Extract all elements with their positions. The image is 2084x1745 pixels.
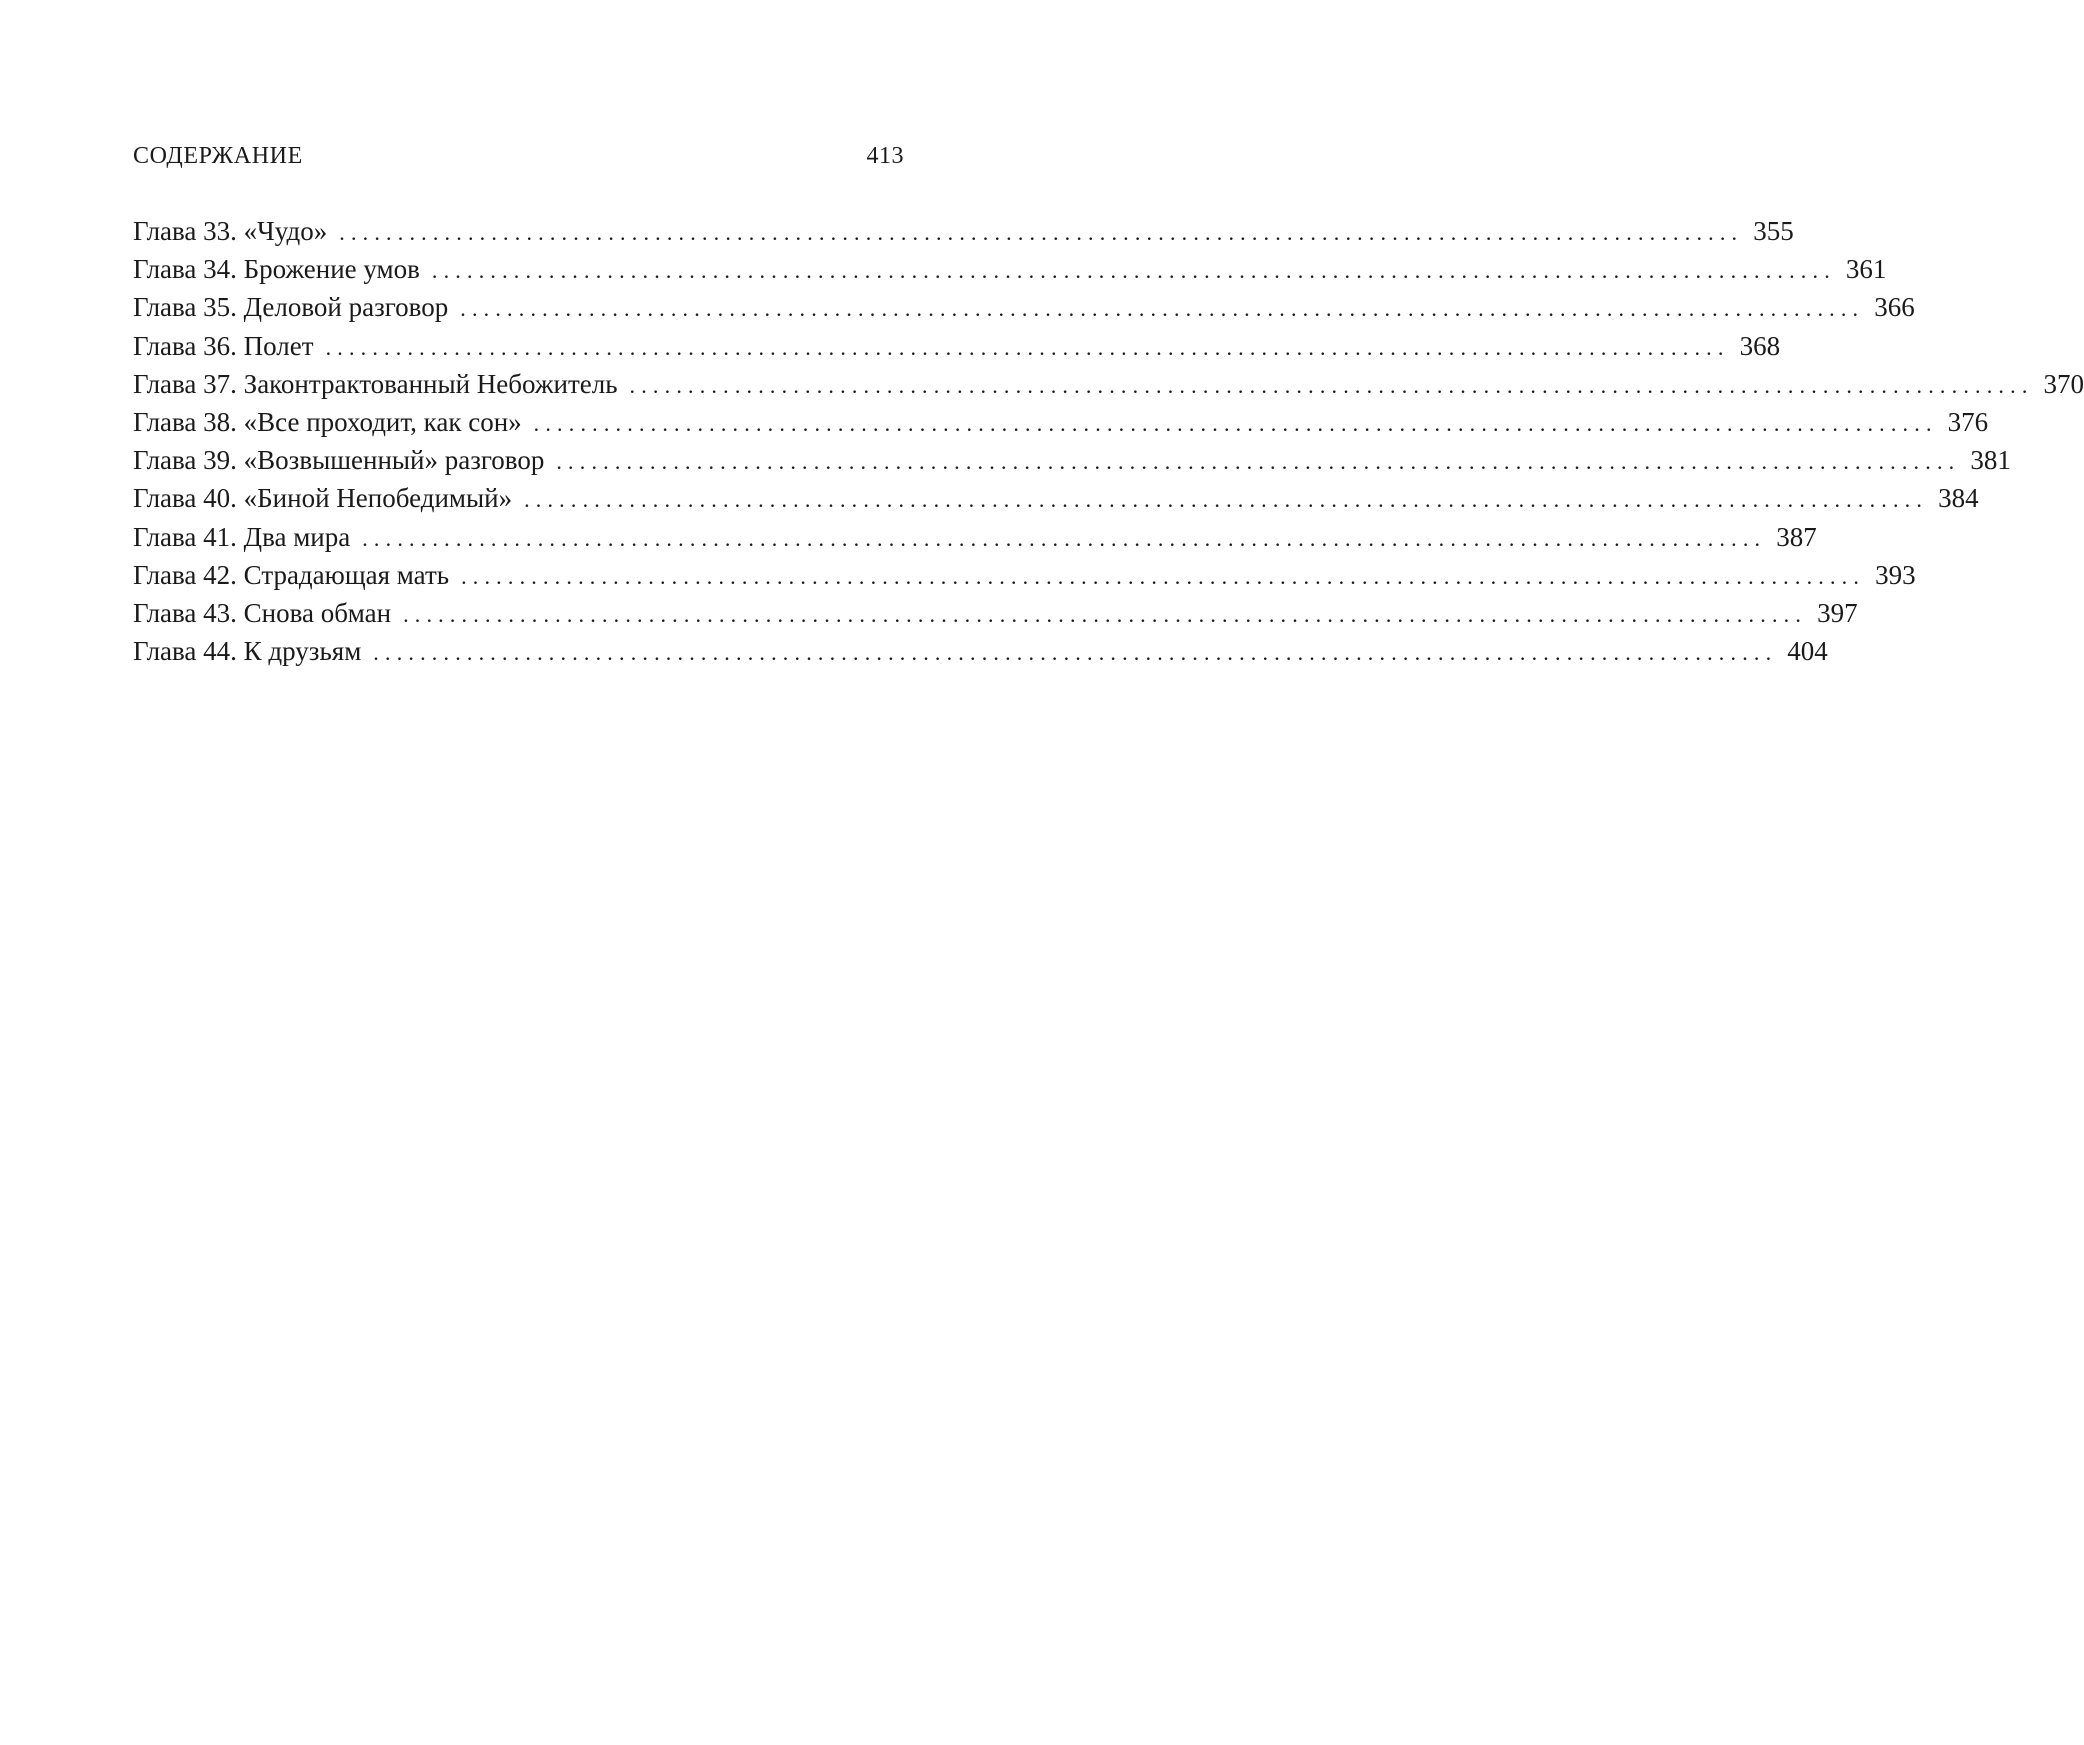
dot-leader: ........................................................................................................................ xyxy=(325,334,1730,360)
toc-entry-title: Глава 41. Два мира xyxy=(133,521,351,552)
dot-leader: ........................................................................................................................ xyxy=(339,220,1744,245)
toc-entry-title: Глава 36. Полет xyxy=(133,330,314,361)
toc-entry-page: 368 xyxy=(1739,330,1781,361)
dot-leader: ........................................................................................................................ xyxy=(362,525,1767,551)
toc-entry xyxy=(133,365,2084,403)
dot-leader: ........................................................................................................................ xyxy=(556,449,1961,475)
toc-entry-page: 384 xyxy=(1938,483,1979,514)
dot-leader: ........................................................................................................................ xyxy=(629,372,2034,398)
toc-entry xyxy=(133,403,1989,441)
toc-entry-page: 397 xyxy=(1817,597,1858,628)
toc-entry-title: Глава 42. Страдающая мать xyxy=(133,559,450,590)
toc-entry xyxy=(133,632,1828,670)
toc-entry xyxy=(133,250,1887,288)
toc-entry-title: Глава 34. Брожение умов xyxy=(133,254,420,285)
table-of-contents xyxy=(133,212,2084,670)
toc-entry xyxy=(133,288,1915,326)
toc-entry-page: 393 xyxy=(1875,559,1916,590)
toc-entry-title: Глава 39. «Возвышенный» разговор xyxy=(133,445,545,476)
toc-entry-title: Глава 40. «Биной Непобедимый» xyxy=(133,483,513,514)
toc-entry-title: Глава 38. «Все проходит, как сон» xyxy=(133,406,522,437)
toc-entry xyxy=(133,518,1817,556)
dot-leader: ........................................................................................................................ xyxy=(373,640,1778,666)
toc-entry xyxy=(133,327,1781,365)
book-page xyxy=(133,0,2084,1745)
toc-entry-title: Глава 35. Деловой разговор xyxy=(133,292,449,323)
toc-entry xyxy=(133,441,2011,479)
dot-leader: ........................................................................................................................ xyxy=(461,563,1866,589)
running-header xyxy=(133,143,904,177)
page-number: 413 xyxy=(866,143,904,169)
toc-entry xyxy=(133,212,1794,250)
toc-entry-title: Глава 37. Законтрактованный Небожитель xyxy=(133,368,618,399)
toc-entry-page: 387 xyxy=(1776,521,1817,552)
dot-leader: ........................................................................................................................ xyxy=(460,296,1865,322)
toc-entry-page: 404 xyxy=(1787,636,1828,667)
toc-entry-page: 376 xyxy=(1947,406,1989,437)
section-title: СОДЕРЖАНИЕ xyxy=(133,143,303,169)
toc-entry-title: Глава 44. К друзьям xyxy=(133,636,362,667)
dot-leader: ........................................................................................................................ xyxy=(403,601,1808,627)
toc-entry-page: 361 xyxy=(1845,254,1887,285)
toc-entry-title: Глава 33. «Чудо» xyxy=(133,216,328,246)
toc-entry xyxy=(133,556,1916,594)
dot-leader: ........................................................................................................................ xyxy=(524,487,1929,513)
dot-leader: ........................................................................................................................ xyxy=(533,410,1938,436)
toc-entry-page: 355 xyxy=(1753,216,1794,246)
toc-entry xyxy=(133,594,1858,632)
toc-entry-page: 370 xyxy=(2043,368,2084,399)
toc-entry-page: 381 xyxy=(1970,445,2011,476)
toc-entry-page: 366 xyxy=(1874,292,1915,323)
toc-entry xyxy=(133,479,1979,517)
dot-leader: ........................................................................................................................ xyxy=(431,258,1836,284)
toc-entry-title: Глава 43. Снова обман xyxy=(133,597,392,628)
